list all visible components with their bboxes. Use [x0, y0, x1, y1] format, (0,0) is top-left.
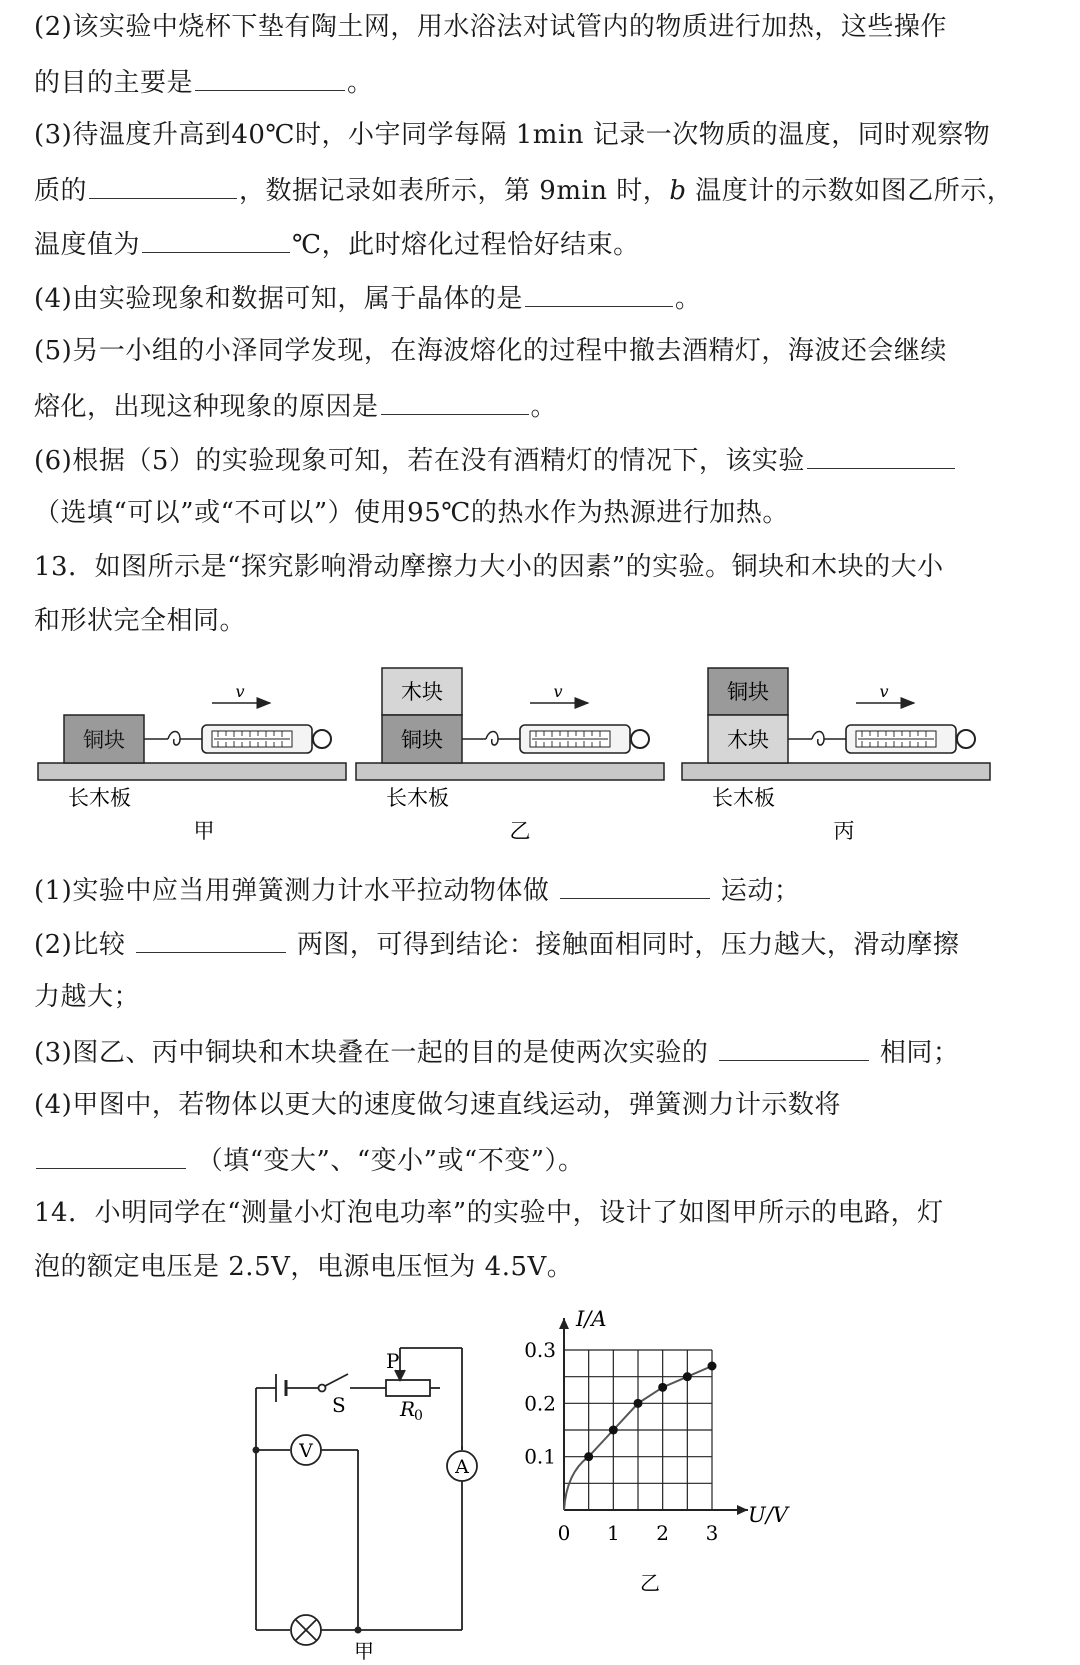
- answer-blank[interactable]: [36, 1142, 186, 1169]
- answer-blank[interactable]: [560, 872, 710, 899]
- svg-text:P: P: [386, 1349, 400, 1373]
- data-point: [708, 1362, 717, 1371]
- q12-part6-line2: （选填“可以”或“不可以”）使用95℃的热水作为热源进行加热。: [34, 498, 789, 528]
- y-axis-arrow: [559, 1318, 569, 1329]
- q12-part3-line3: 温度值为 ℃，此时熔化过程恰好结束。: [34, 226, 640, 262]
- figure-yi: [356, 668, 664, 843]
- x-axis-label: U/V: [748, 1503, 788, 1527]
- block-label: 铜块: [727, 680, 769, 704]
- figure-caption: 甲: [354, 1639, 374, 1660]
- y-tick-label: 0.1: [524, 1444, 556, 1469]
- data-point: [658, 1383, 667, 1392]
- data-point: [609, 1426, 618, 1435]
- q12-part3-line2: 质的 ，数据记录如表所示，第 9min 时，b 温度计的示数如图乙所示，: [34, 172, 1013, 208]
- q14-stem-line2: 泡的额定电压是 2.5V，电源电压恒为 4.5V。: [34, 1252, 574, 1282]
- q13-part1: (1)实验中应当用弹簧测力计水平拉动物体做 运动；: [34, 872, 800, 908]
- answer-blank[interactable]: [807, 442, 955, 469]
- figure-caption: 丙: [833, 819, 855, 843]
- block-label: 铜块: [83, 728, 125, 752]
- q13-part4-line2: （填“变大”、“变小”或“不变”）。: [34, 1142, 585, 1178]
- x-tick-label: 3: [705, 1521, 719, 1545]
- chart-axes: [559, 1318, 748, 1515]
- board-label: 长木板: [68, 786, 131, 810]
- svg-text:v: v: [235, 682, 245, 701]
- data-point: [584, 1452, 593, 1461]
- q12-part3-line1: (3)待温度升高到40℃时，小宇同学每隔 1min 记录一次物质的温度，同时观察物: [34, 120, 991, 150]
- svg-text:S: S: [332, 1393, 346, 1417]
- answer-blank[interactable]: [136, 926, 286, 953]
- q13-part2-line2: 力越大；: [34, 982, 141, 1012]
- data-point: [634, 1399, 643, 1408]
- answer-blank[interactable]: [142, 226, 290, 253]
- figure-caption: 甲: [193, 819, 215, 843]
- answer-blank[interactable]: [195, 64, 345, 91]
- q12-part2-line1: (2)该实验中烧杯下垫有陶土网，用水浴法对试管内的物质进行加热，这些操作: [34, 12, 947, 42]
- figure-caption: 乙: [640, 1571, 660, 1595]
- svg-text:v: v: [879, 682, 889, 701]
- y-tick-label: 0.2: [524, 1391, 556, 1416]
- q12-part5-line1: (5)另一小组的小泽同学发现，在海波熔化的过程中撤去酒精灯，海波还会继续: [34, 336, 947, 366]
- q12-part6-line1: (6)根据（5）的实验现象可知，若在没有酒精灯的情况下，该实验: [34, 442, 957, 478]
- x-tick-label: 2: [656, 1521, 670, 1545]
- figure-bing: [682, 668, 990, 843]
- figure-caption: 乙: [509, 819, 531, 843]
- answer-blank[interactable]: [719, 1034, 869, 1061]
- x-tick-label: 1: [606, 1521, 620, 1545]
- q12-part5-line2: 熔化，出现这种现象的原因是 。: [34, 388, 557, 424]
- figure-jia: [38, 682, 346, 843]
- block-label: 铜块: [401, 728, 443, 752]
- iu-graph: [510, 1300, 810, 1660]
- answer-blank[interactable]: [89, 172, 237, 199]
- q13-part2-line1: (2)比较 两图，可得到结论：接触面相同时，压力越大，滑动摩擦: [34, 926, 959, 962]
- friction-experiment-figure: [30, 655, 1060, 855]
- answer-blank[interactable]: [381, 388, 529, 415]
- circuit-diagram: [240, 1330, 500, 1660]
- svg-text:0: 0: [414, 1408, 423, 1424]
- q14-stem-line1: 14．小明同学在“测量小灯泡电功率”的实验中，设计了如图甲所示的电路，灯: [34, 1198, 944, 1228]
- q13-part4-line1: (4)甲图中，若物体以更大的速度做匀速直线运动，弹簧测力计示数将: [34, 1090, 841, 1120]
- q13-stem-line1: 13．如图所示是“探究影响滑动摩擦力大小的因素”的实验。铜块和木块的大小: [34, 552, 944, 582]
- chart-ticks: [524, 1338, 718, 1545]
- y-tick-label: 0.3: [524, 1338, 556, 1362]
- svg-text:A: A: [455, 1456, 469, 1478]
- block-label: 木块: [401, 680, 443, 704]
- y-axis-label: I/A: [576, 1307, 607, 1331]
- board-label: 长木板: [712, 786, 775, 810]
- svg-text:R: R: [400, 1397, 416, 1421]
- q12-part2-line2: 的目的主要是 。: [34, 64, 374, 100]
- q13-stem-line2: 和形状完全相同。: [34, 606, 247, 636]
- board-label: 长木板: [386, 786, 449, 810]
- block-label: 木块: [727, 728, 769, 752]
- q12-part4: (4)由实验现象和数据可知，属于晶体的是 。: [34, 280, 701, 316]
- answer-blank[interactable]: [525, 280, 673, 307]
- svg-text:V: V: [299, 1440, 313, 1462]
- data-point: [683, 1372, 692, 1381]
- x-tick-label: 0: [557, 1521, 571, 1545]
- x-axis-arrow: [737, 1505, 748, 1515]
- svg-text:v: v: [553, 682, 563, 701]
- q13-part3: (3)图乙、丙中铜块和木块叠在一起的目的是使两次实验的 相同；: [34, 1034, 959, 1070]
